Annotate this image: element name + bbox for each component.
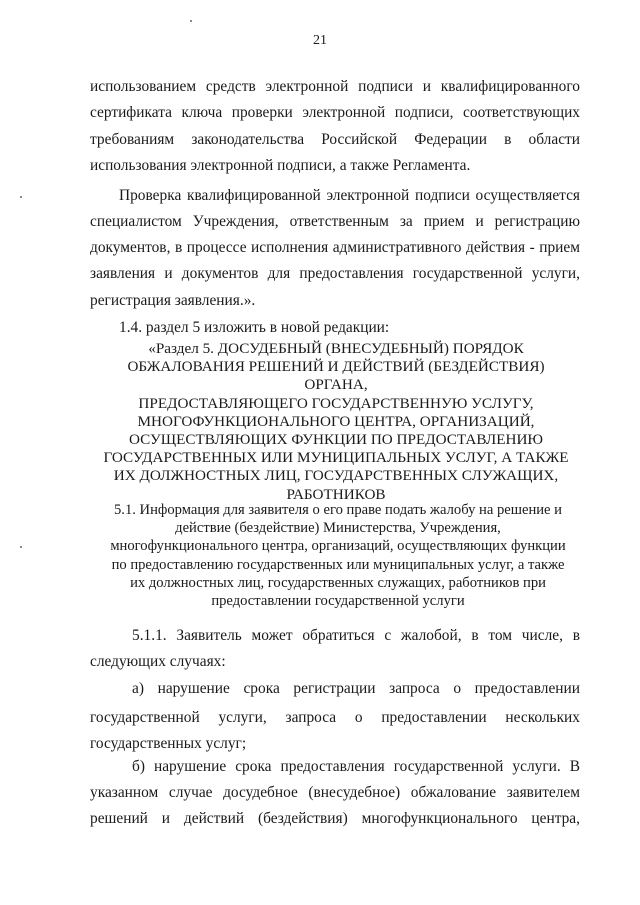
paragraph-line: государственной услуги, запроса о предоставлении нескольких xyxy=(90,709,580,726)
paragraph-line: регистрация заявления.». xyxy=(90,292,256,309)
subheading-line: 5.1. Информация для заявителя о его праве подать жалобу на решение и xyxy=(114,502,562,518)
paragraph-line: требованиям законодательства Российской Федерации в области xyxy=(90,131,580,148)
heading-line: МНОГОФУНКЦИОНАЛЬНОГО ЦЕНТРА, ОРГАНИЗАЦИЙ, xyxy=(137,412,535,430)
subheading-line: действие (бездействие) Министерства, Учреждения, xyxy=(175,520,501,537)
paragraph-line: заявления и документов для предоставления государственной услуги, xyxy=(90,265,580,282)
scan-speck xyxy=(20,546,22,548)
paragraph-line: указанном случае досудебное (внесудебное) обжалование заявителем xyxy=(90,784,580,801)
subsection-heading xyxy=(90,501,586,610)
subheading-line: их должностных лиц, государственных служащих, работников при xyxy=(130,574,546,591)
heading-line: ИХ ДОЛЖНОСТНЫХ ЛИЦ, ГОСУДАРСТВЕННЫХ СЛУЖАЩИХ, xyxy=(113,467,559,485)
heading-line: ГОСУДАРСТВЕННЫХ ИЛИ МУНИЦИПАЛЬНЫХ УСЛУГ, А ТАКЖЕ xyxy=(103,449,569,467)
paragraph-line: Проверка квалифицированной электронной подписи осуществляется xyxy=(119,187,580,204)
heading-line: «Раздел 5. ДОСУДЕБНЫЙ (ВНЕСУДЕБНЫЙ) ПОРЯДОК xyxy=(148,340,524,357)
paragraph-line: использования электронной подписи, а также Регламента. xyxy=(90,157,471,174)
subheading-line: многофункционального центра, организаций, осуществляющих функции xyxy=(110,538,566,555)
section-heading xyxy=(96,340,576,504)
paragraph-line: решений и действий (бездействия) многофункционального центра, xyxy=(90,810,580,827)
scan-speck xyxy=(190,20,192,22)
paragraph-line: а) нарушение срока регистрации запроса о предоставлении xyxy=(132,680,580,697)
paragraph-line: использованием средств электронной подписи и квалифицированного xyxy=(90,78,580,95)
paragraph-line: специалистом Учреждения, ответственным за прием и регистрацию xyxy=(90,213,580,230)
paragraph-line: 5.1.1. Заявитель может обратиться с жалобой, в том числе, в xyxy=(132,627,580,644)
scan-speck xyxy=(20,196,22,198)
heading-line: ОБЖАЛОВАНИЯ РЕШЕНИЙ И ДЕЙСТВИЙ (БЕЗДЕЙСТВИЯ) ОРГАНА, xyxy=(127,358,545,394)
page-number: 21 xyxy=(313,33,327,48)
heading-line: РАБОТНИКОВ xyxy=(286,485,386,503)
paragraph-line: документов, в процессе исполнения административного действия - прием xyxy=(90,239,580,256)
paragraph-line: следующих случаях: xyxy=(90,653,226,670)
paragraph-line: государственных услуг; xyxy=(90,735,247,752)
paragraph-line: б) нарушение срока предоставления государственной услуги. В xyxy=(132,758,580,775)
heading-line: ПРЕДОСТАВЛЯЮЩЕГО ГОСУДАРСТВЕННУЮ УСЛУГУ, xyxy=(138,394,534,412)
heading-line: ОСУЩЕСТВЛЯЮЩИХ ФУНКЦИИ ПО ПРЕДОСТАВЛЕНИЮ xyxy=(128,431,544,449)
subheading-line: по предоставлению государственных или муниципальных услуг, а также xyxy=(111,556,565,573)
subheading-line: предоставлении государственной услуги xyxy=(211,593,465,610)
paragraph-3: 1.4. раздел 5 изложить в новой редакции: xyxy=(119,319,390,336)
paragraph-line: сертификата ключа проверки электронной подписи, соответствующих xyxy=(90,104,580,121)
